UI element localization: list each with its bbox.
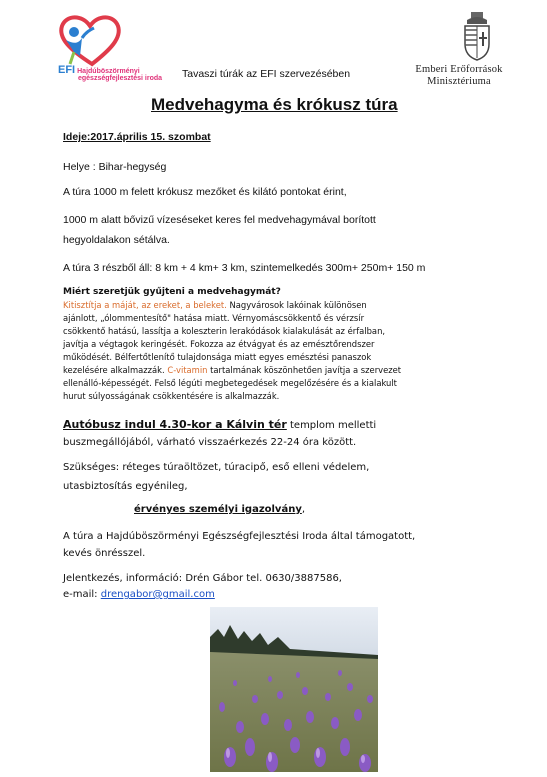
heart-person-icon — [52, 12, 132, 68]
efi-logo-abbrev: EFI — [58, 64, 76, 76]
date-line: Ideje:2017.április 15. szombat — [63, 131, 211, 143]
why-highlight-vitamin: C-vitamin — [167, 365, 208, 375]
contact-line: Jelentkezés, információ: Drén Gábor tel. 0630/3887586, — [63, 573, 342, 584]
efi-logo-text — [58, 64, 163, 82]
email-label: e-mail: — [63, 589, 101, 600]
id-card-line — [134, 503, 305, 517]
email-line — [63, 588, 215, 602]
why-line-6 — [63, 364, 401, 378]
ministry-line2: Minisztériuma — [427, 76, 491, 87]
efi-logo — [52, 12, 163, 84]
page-title: Medvehagyma és krókusz túra — [151, 95, 398, 114]
paragraph-route-sections: A túra 3 részből áll: 8 km + 4 km+ 3 km, szintemelkedés 300m+ 250m+ 150 m — [63, 262, 426, 274]
why-line-5: működését. Bélfertőtlenítő tulajdonsága miatt egyes emésztési panaszok — [63, 352, 372, 362]
why-line-2: ajánlott, „ólommentesítő" hatása miatt. Vérnyomáscsökkentő és vérzsír — [63, 313, 365, 323]
needed-line-2: utasbiztosítás egyénileg, — [63, 481, 188, 492]
bus-line-2: buszmegállójából, várható visszaérkezés 22-24 óra között. — [63, 437, 357, 448]
why-heading: Miért szeretjük gyűjteni a medvehagymát? — [63, 287, 281, 297]
coat-of-arms-icon — [457, 12, 497, 62]
why-line-1-rest: Nagyvárosok lakóinak különösen — [226, 300, 367, 310]
ministry-name — [404, 64, 514, 88]
email-link[interactable]: drengabor@gmail.com — [100, 589, 215, 600]
why-line-4: javítja a végtagok keringését. Fokozza az étvágyat és az emésztőrendszer — [63, 339, 375, 349]
why-line-6-start: kezelésére alkalmazzák. — [63, 365, 168, 375]
efi-logo-line1: Hajdúböszörményi — [77, 68, 140, 75]
bus-departure: Autóbusz indul 4.30-kor a Kálvin tér — [63, 418, 287, 431]
crocus-meadow-image — [210, 607, 378, 772]
ministry-line1: Emberi Erőforrások — [415, 64, 503, 75]
why-line-6-rest: tartalmának köszönhetően javítja a szervezet — [207, 365, 402, 375]
header-subtitle: Tavaszi túrák az EFI szervezésében — [182, 68, 351, 80]
efi-logo-line2: egészségfejlesztési iroda — [78, 75, 163, 82]
why-line-1 — [63, 299, 367, 313]
needed-line-1: Szükséges: réteges túraöltözet, túracipő, eső elleni védelem, — [63, 462, 370, 473]
bus-line-1-rest: templom melletti — [286, 420, 377, 431]
support-line-2: kevés önrésszel. — [63, 548, 146, 559]
bus-line-1 — [63, 418, 376, 433]
support-line-1: A túra a Hajdúböszörményi Egészségfejlesztési Iroda által támogatott, — [63, 531, 416, 542]
paragraph-route-above: A túra 1000 m felett krókusz mezőket és kilátó pontokat érint, — [63, 186, 347, 198]
id-card-required: érvényes személyi igazolvány — [134, 504, 302, 515]
why-line-7: ellenálló-képességét. Felső légúti megbetegedések megelőzésére és a kialakult — [63, 378, 397, 388]
why-line-8: hurut súlyosságának csökkentésére is alkalmazzák. — [63, 391, 280, 401]
ministry-logo — [404, 12, 514, 88]
why-line-3: csökkentő hatású, lassítja a koleszterin lerakódások kialakulását az érfalban, — [63, 326, 386, 336]
crocus-meadow-photo — [210, 607, 378, 772]
paragraph-route-below-2: hegyoldalakon sétálva. — [63, 234, 170, 246]
place-line: Helye : Bihar-hegység — [63, 161, 167, 173]
paragraph-route-below-1: 1000 m alatt bővizű vízeséseket keres fel medvehagymával borított — [63, 214, 376, 226]
id-card-comma: , — [301, 504, 306, 515]
why-highlight-cleanse: Kitisztítja a máját, az ereket, a beleket. — [63, 300, 227, 310]
